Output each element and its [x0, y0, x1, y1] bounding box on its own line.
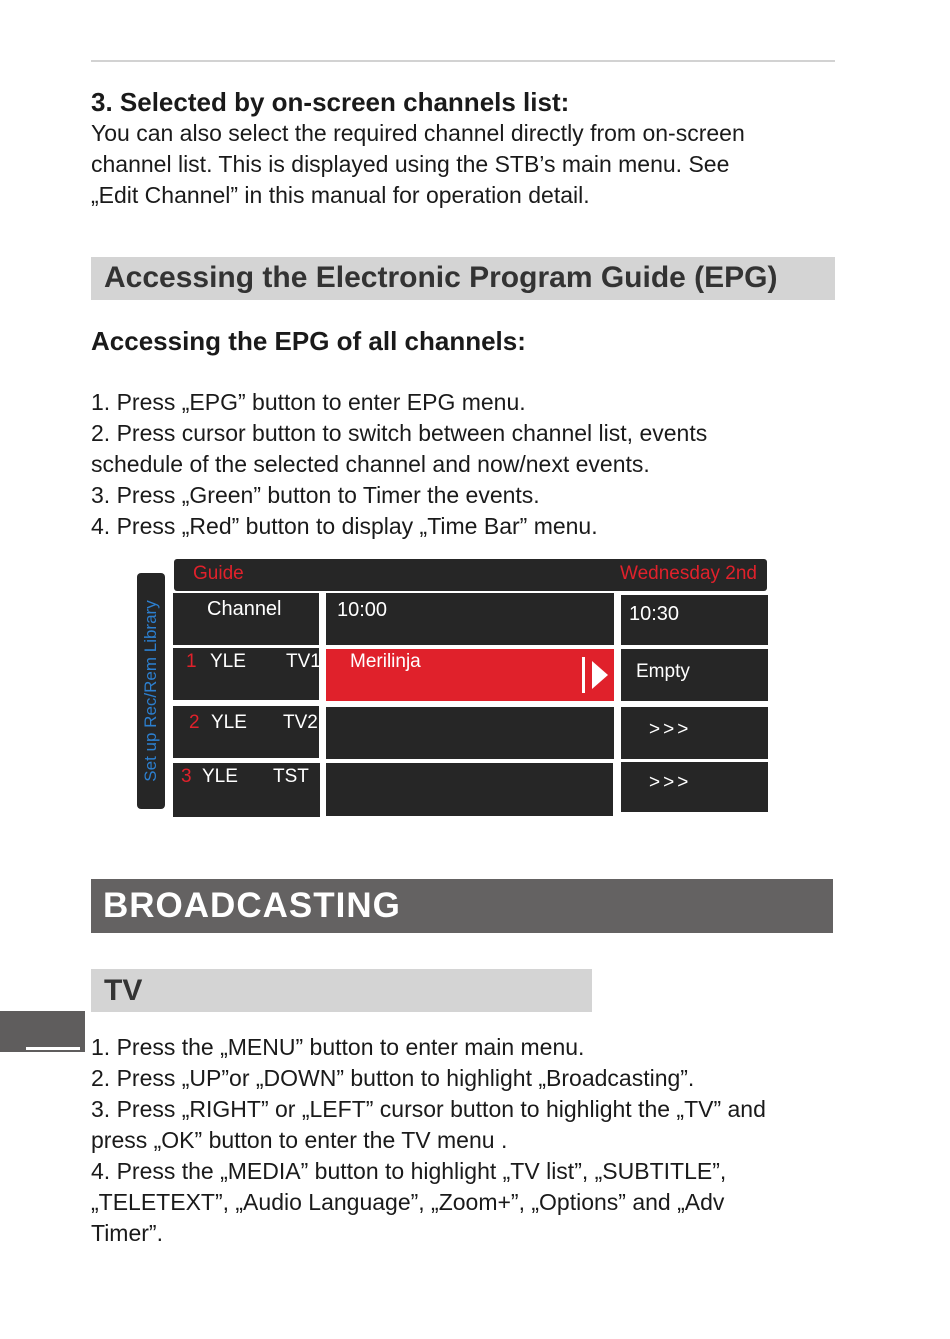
- instruction-line: 1. Press the „MENU” button to enter main menu.: [91, 1034, 585, 1060]
- epg-time-next-header: [621, 595, 768, 645]
- epg-event-selected[interactable]: [326, 649, 614, 701]
- epg-sidebar: [137, 573, 165, 809]
- epg-date: Wednesday 2nd: [620, 563, 757, 584]
- instruction-line: „TELETEXT”, „Audio Language”, „Zoom+”, „Options” and „Adv: [91, 1189, 725, 1215]
- instruction-line: 1. Press „EPG” button to enter EPG menu.: [91, 389, 526, 415]
- epg-channel-tag: TV2: [283, 712, 318, 733]
- section-heading-onscreen-list: 3. Selected by on-screen channels list:: [91, 87, 570, 117]
- epg-channel-header-label: Channel: [207, 598, 282, 620]
- instruction-line: 3. Press „RIGHT” or „LEFT” cursor button to highlight the „TV” and: [91, 1096, 766, 1122]
- epg-event[interactable]: [326, 707, 614, 759]
- epg-guide-label: Guide: [193, 563, 244, 584]
- epg-channel-number: 2: [189, 712, 200, 733]
- epg-next-event[interactable]: [621, 707, 768, 759]
- instruction-line: Timer”.: [91, 1220, 163, 1246]
- epg-time-now-label: 10:00: [337, 599, 388, 621]
- epg-time-next-label: 10:30: [629, 603, 680, 625]
- instruction-line: press „OK” button to enter the TV menu .: [91, 1127, 508, 1153]
- epg-channel-number: 3: [181, 766, 192, 787]
- page-side-tab-marker: [26, 1047, 80, 1050]
- epg-sidebar-label: Set up Rec/Rem Library: [141, 600, 160, 782]
- epg-event[interactable]: [326, 763, 613, 816]
- epg-next-event-title: Empty: [636, 661, 690, 682]
- section-band-broadcasting: [91, 879, 833, 933]
- tv-instructions: [91, 1032, 835, 1249]
- epg-instructions: [91, 387, 835, 542]
- epg-channel-tag: TST: [273, 766, 309, 787]
- epg-channel-name: YLE: [202, 766, 238, 787]
- instruction-line: 4. Press „Red” button to display „Time Bar” menu.: [91, 513, 598, 539]
- section-band-title: Accessing the Electronic Program Guide (EPG): [104, 261, 778, 294]
- page-side-tab: [0, 1011, 85, 1052]
- epg-channel-name: YLE: [211, 712, 247, 733]
- epg-next-event-title: >>>: [649, 719, 692, 740]
- play-marker-icon: [582, 657, 612, 693]
- paragraph-line: You can also select the required channel directly from on-screen: [91, 120, 745, 146]
- broadcasting-title: BROADCASTING: [103, 886, 401, 925]
- subheading-epg-all-channels: Accessing the EPG of all channels:: [91, 326, 526, 356]
- instruction-line: 3. Press „Green” button to Timer the events.: [91, 482, 540, 508]
- tv-title: TV: [104, 974, 143, 1007]
- section-paragraph-onscreen-list: [91, 118, 835, 211]
- epg-next-event-title: >>>: [649, 772, 692, 793]
- instruction-line: 4. Press the „MEDIA” button to highlight „TV list”, „SUBTITLE”,: [91, 1158, 727, 1184]
- epg-channel-row[interactable]: [173, 706, 319, 758]
- epg-channel-row[interactable]: [173, 648, 319, 700]
- section-band-tv: [91, 969, 592, 1012]
- top-divider: [91, 60, 835, 62]
- paragraph-line: channel list. This is displayed using the STB’s main menu. See: [91, 151, 730, 177]
- epg-screen-illustration: [137, 559, 770, 819]
- epg-channel-header: [173, 593, 319, 645]
- instruction-line: 2. Press cursor button to switch between channel list, events: [91, 420, 708, 446]
- epg-channel-number: 1: [186, 651, 197, 672]
- instruction-line: schedule of the selected channel and now/next events.: [91, 451, 650, 477]
- epg-channel-tag: TV1: [286, 651, 321, 672]
- epg-time-now-header: [326, 593, 614, 645]
- epg-event-title: Merilinja: [350, 651, 421, 672]
- epg-channel-row[interactable]: [173, 763, 320, 817]
- epg-channel-name: YLE: [210, 651, 246, 672]
- instruction-line: 2. Press „UP”or „DOWN” button to highlight „Broadcasting”.: [91, 1065, 695, 1091]
- epg-next-event[interactable]: [621, 649, 768, 701]
- epg-next-event[interactable]: [621, 762, 768, 812]
- section-band-epg: [91, 257, 835, 300]
- paragraph-line: „Edit Channel” in this manual for operation detail.: [91, 182, 590, 208]
- epg-top-bar: [174, 559, 767, 591]
